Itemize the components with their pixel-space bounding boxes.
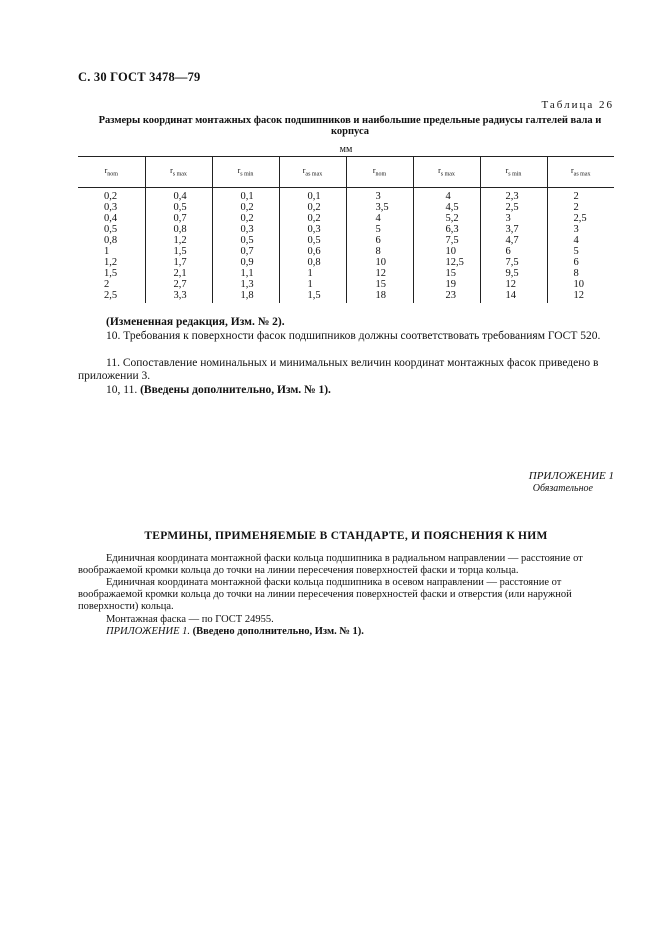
addition-note [78,384,614,397]
table-cell: 5 [573,246,579,257]
table-cell: 3 [346,188,413,203]
table-cell: 0,2 [78,188,145,203]
table-cell: 0,7 [145,213,212,224]
column-header-symbol: r [104,166,108,176]
table-cell: 0,5 [145,202,212,213]
table-cell: 12 [346,268,413,279]
section-title: ТЕРМИНЫ, ПРИМЕНЯЕМЫЕ В СТАНДАРТЕ, И ПОЯСНЕНИЯ К НИМ [144,530,548,542]
table-cell: 6 [480,246,547,257]
table-cell: 1 [78,246,145,257]
table-row [78,224,614,235]
table-cell: 14 [480,290,547,303]
table-cell: 2,5 [480,202,547,213]
table-row [78,246,614,257]
table-cell: 7,5 [480,257,547,268]
table-label: Таблица 26 [541,99,614,111]
table-cell: 0,8 [279,257,346,268]
table-cell: 0,3 [279,224,346,235]
column-header [547,157,614,188]
table-cell: 0,6 [279,246,346,257]
table-unit: мм [339,144,353,155]
table-cell: 0,4 [78,213,145,224]
table-cell: 15 [413,268,480,279]
table-cell: 18 [346,290,413,303]
table-cell: 4 [413,188,480,203]
column-header [212,157,279,188]
table-cell: 12 [573,290,584,301]
column-header [480,157,547,188]
table-cell: 1,5 [279,290,346,303]
table-cell: 10 [573,279,584,290]
table-cell: 0,5 [212,235,279,246]
table-cell: 1,5 [145,246,212,257]
addition-note-ref: 10, 11. [106,384,138,396]
table-cell: 3,3 [145,290,212,303]
column-header [346,157,413,188]
column-header-symbol: r [302,166,306,176]
table-title: Размеры координат монтажных фасок подшипников и наибольшие предельные радиусы галтелей вала и корпуса [98,115,602,137]
table-cell: 0,1 [212,188,279,203]
definition-chamfer: Монтажная фаска — по ГОСТ 24955. [106,614,274,625]
table-cell: 0,1 [279,188,346,203]
table-row [78,268,614,279]
table-cell: 3 [573,224,579,235]
table-cell: 15 [346,279,413,290]
data-table [78,156,614,303]
addition-note-text: (Введены дополнительно, Изм. № 1). [140,384,331,396]
table-cell: 4 [573,235,579,246]
table-cell: 9,5 [480,268,547,279]
revision-note: (Измененная редакция, Изм. № 2). [106,316,285,328]
table-cell: 10 [346,257,413,268]
appendix-label: ПРИЛОЖЕНИЕ 1 [528,470,614,482]
table-cell: 7,5 [413,235,480,246]
table-cell: 1,8 [212,290,279,303]
table-cell: 2,3 [480,188,547,203]
table-cell: 4,5 [413,202,480,213]
column-header-subscript: s min [508,171,522,178]
table-cell: 3,5 [346,202,413,213]
table-cell: 10 [413,246,480,257]
column-header-subscript: nom [107,171,118,178]
table-cell: 6,3 [413,224,480,235]
column-header-symbol: r [571,166,574,176]
table-cell: 5 [346,224,413,235]
table-cell: 0,8 [78,235,145,246]
appendix-footer-text: (Введено дополнительно, Изм. № 1). [192,626,364,637]
table-cell: 0,2 [212,202,279,213]
table-cell: 0,4 [145,188,212,203]
table-cell: 0,2 [279,202,346,213]
column-header-symbol: r [237,166,241,176]
table-cell: 4,7 [480,235,547,246]
table-cell: 0,8 [145,224,212,235]
table-row [78,213,614,224]
table-cell: 3 [480,213,547,224]
table-cell: 12,5 [413,257,480,268]
table-cell: 3,7 [480,224,547,235]
table-cell: 12 [480,279,547,290]
table-cell: 4 [346,213,413,224]
definition-axial: Единичная координата монтажной фаски кольца подшипника в осевом направлении — расстояние от воображаемой кромки кольца до точки на линии пересечения поверхностей фаски и отверстия (или наружной поверхности) кольца. [78,577,572,612]
table-cell: 8 [346,246,413,257]
appendix-footer-note [78,626,614,638]
column-header-subscript: as max [573,171,591,178]
table-cell: 1 [279,279,346,290]
table-cell: 0,2 [212,213,279,224]
appendix-status: Обязательное [532,483,593,494]
table-cell: 2,5 [573,213,587,224]
table-cell: 2 [78,279,145,290]
table-cell: 23 [413,290,480,303]
table-header-row [78,157,614,188]
column-header-subscript: s max [172,171,187,178]
table-cell: 5,2 [413,213,480,224]
column-header [145,157,212,188]
table-cell: 2 [573,202,579,213]
column-header-subscript: s min [240,171,254,178]
table-cell: 2 [573,191,579,202]
table-cell: 1 [279,268,346,279]
table-cell: 1,5 [78,268,145,279]
column-header [279,157,346,188]
table-cell: 1,2 [145,235,212,246]
table-row [78,257,614,268]
table-cell: 1,7 [145,257,212,268]
table-cell: 0,9 [212,257,279,268]
table-cell: 0,3 [78,202,145,213]
table-cell: 2,1 [145,268,212,279]
table-cell: 0,5 [78,224,145,235]
table-row [78,188,614,203]
table-row [78,235,614,246]
table-row [78,279,614,290]
table-cell: 19 [413,279,480,290]
table-cell: 6 [346,235,413,246]
page-header: С. 30 ГОСТ 3478—79 [78,70,201,84]
table-cell: 1,1 [212,268,279,279]
column-header-symbol: r [505,166,509,176]
clause-10: 10. Требования к поверхности фасок подшипников должны соответствовать требованиям ГОСТ 520. [106,330,601,342]
table-cell: 2,5 [78,290,145,303]
table-cell: 0,5 [279,235,346,246]
table-cell: 6 [573,257,579,268]
table-cell: 2,7 [145,279,212,290]
table-body [78,188,614,304]
table-row [78,290,614,303]
clause-11: 11. Сопоставление номинальных и минимальных величин координат монтажных фасок приведено в приложении 3. [78,357,599,382]
column-header [78,157,145,188]
column-header-symbol: r [438,166,441,176]
table-cell: 8 [573,268,579,279]
appendix-footer-ref: ПРИЛОЖЕНИЕ 1. [106,626,190,637]
table-cell: 0,3 [212,224,279,235]
column-header-symbol: r [170,166,173,176]
definition-radial: Единичная координата монтажной фаски кольца подшипника в радиальном направлении — расстояние от воображаемой кромки кольца до точки на линии пересечения поверхностей фаски и торца кольца. [78,553,583,576]
column-header-subscript: nom [375,171,387,178]
table-cell: 1,3 [212,279,279,290]
table-cell: 1,2 [78,257,145,268]
column-header-subscript: s max [440,171,455,178]
column-header [413,157,480,188]
table-row [78,202,614,213]
table-cell: 0,7 [212,246,279,257]
table-cell: 0,2 [279,213,346,224]
column-header-symbol: r [372,166,376,176]
column-header-subscript: as max [305,171,323,178]
